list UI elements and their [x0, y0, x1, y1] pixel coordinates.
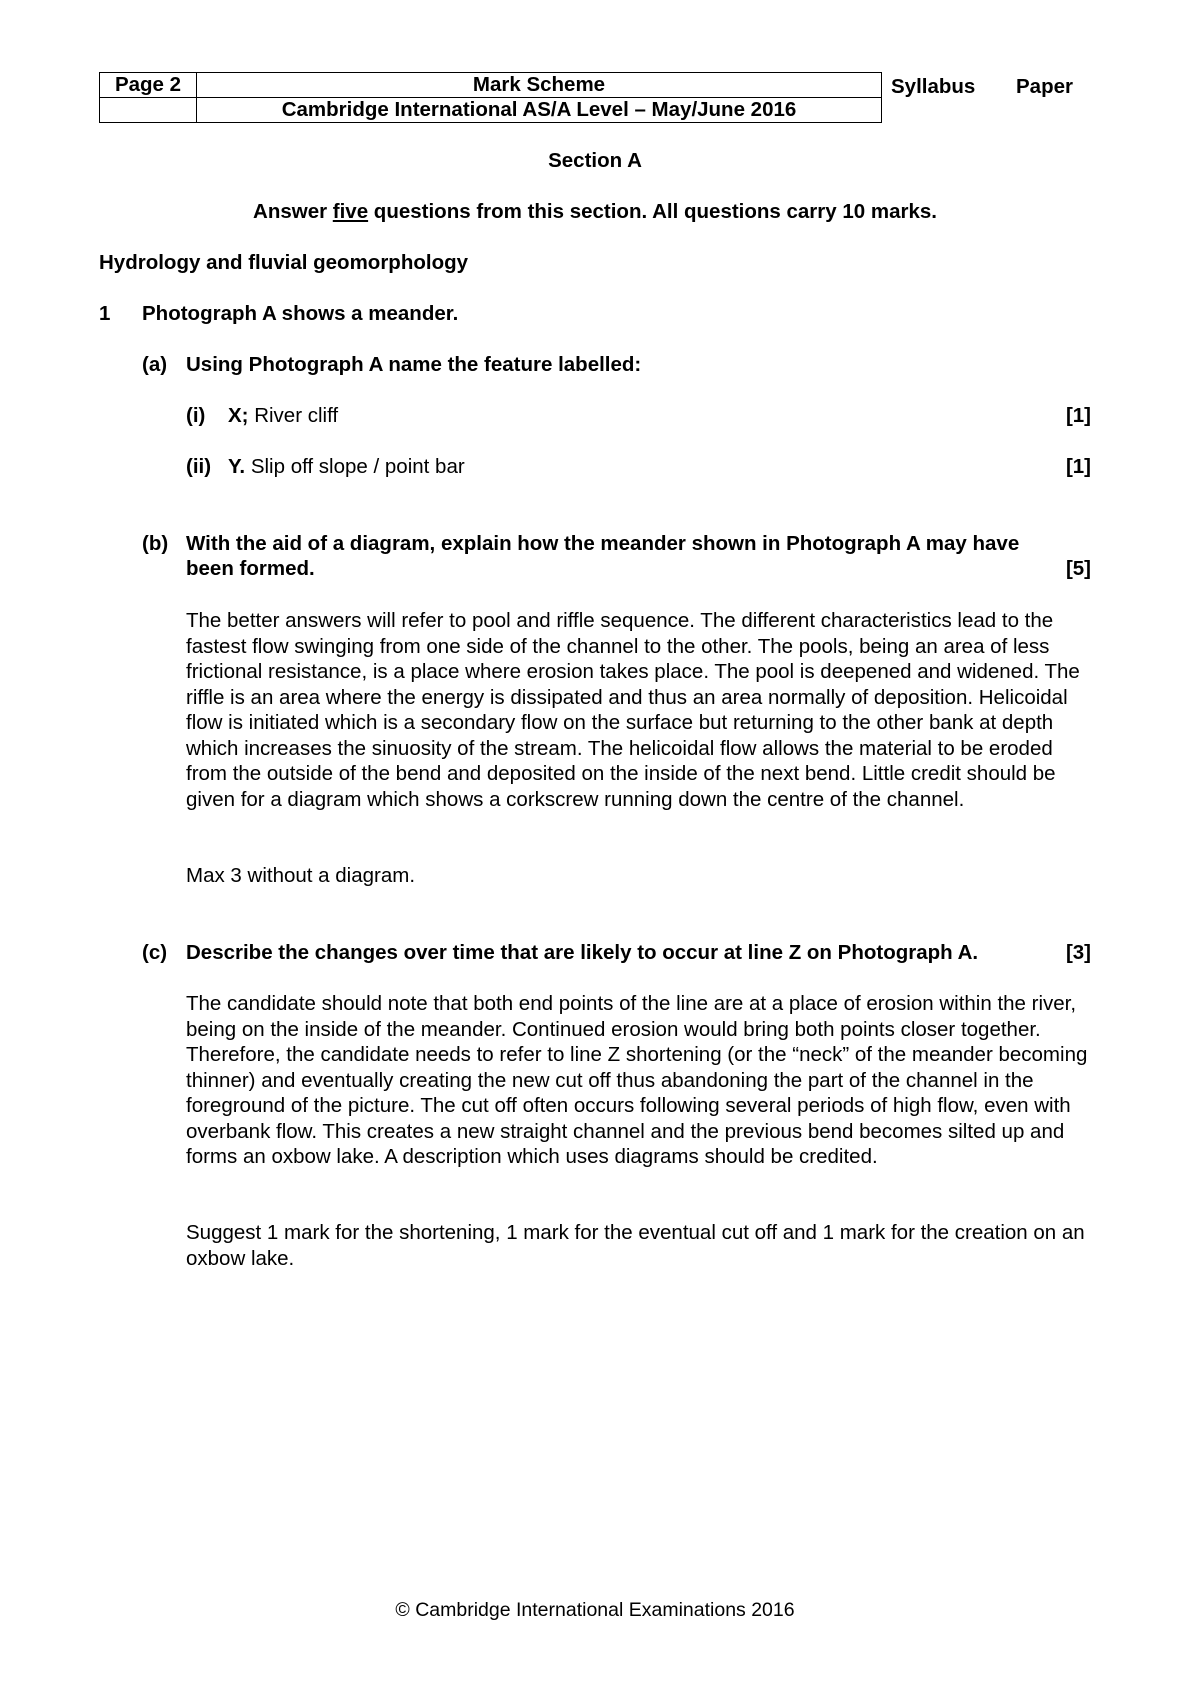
part-a-ii-text: Slip off slope / point bar: [250, 455, 465, 478]
page-number: Page 2: [100, 73, 197, 98]
paper-label: Paper: [1016, 75, 1073, 98]
document-subtitle: Cambridge International AS/A Level – May/June 2016: [197, 98, 882, 123]
instruction-pre: Answer: [253, 200, 333, 223]
part-b-label: (b): [142, 532, 169, 555]
part-a-ii-label: (ii): [186, 455, 212, 478]
syllabus-label: Syllabus: [891, 75, 976, 98]
part-a-ii-key: Y.: [228, 455, 246, 478]
header-empty-cell: [100, 98, 197, 123]
instruction-underlined: five: [332, 200, 369, 223]
part-c-answer: The candidate should note that both end points of the line are at a place of erosion within the river, being on the inside of the meander. Continued erosion would bring both points closer together. Therefore, the candidate needs to refer to line Z shortening (or the “neck” of the meander becoming thinner) and eventually creating the new cut off thus abandoning the part of the channel in the foreground of the picture. The cut off often occurs following several periods of high flow, even with overbank flow. This creates a new straight channel and the previous bend becomes silted up and forms an oxbow lake. A description which uses diagrams should be credited.: [186, 992, 1088, 1168]
question-number: 1: [99, 302, 111, 325]
section-title: Section A: [548, 149, 642, 172]
instruction-post: questions from this section. All questions carry 10 marks.: [368, 200, 937, 223]
part-a-ii-mark: [1]: [1065, 455, 1091, 478]
part-c-label: (c): [142, 941, 168, 964]
part-a-i-label: (i): [186, 404, 206, 427]
part-c-mark: [3]: [1065, 941, 1091, 964]
part-b-mark: [5]: [1065, 557, 1091, 580]
question-stem: Photograph A shows a meander.: [142, 302, 459, 325]
topic-heading: Hydrology and fluvial geomorphology: [99, 251, 469, 274]
part-a-i-mark: [1]: [1065, 404, 1091, 427]
part-b-stem-line1: With the aid of a diagram, explain how the meander shown in Photograph A may have: [186, 532, 1020, 555]
part-a-stem: Using Photograph A name the feature labelled:: [186, 353, 642, 376]
document-title: Mark Scheme: [197, 73, 882, 98]
part-a-i-text: River cliff: [254, 404, 339, 427]
part-c-note: Suggest 1 mark for the shortening, 1 mark for the eventual cut off and 1 mark for the creation on an oxbow lake.: [186, 1221, 1085, 1270]
part-b-stem-line2: been formed.: [186, 557, 315, 580]
part-a-label: (a): [142, 353, 168, 376]
part-c-stem: Describe the changes over time that are likely to occur at line Z on Photograph A.: [186, 941, 979, 964]
part-b-note: Max 3 without a diagram.: [186, 864, 416, 887]
part-a-i-answer: [228, 403, 338, 429]
header-table: [99, 72, 882, 123]
copyright-footer: © Cambridge International Examinations 2016: [395, 1599, 795, 1621]
part-a-ii-answer: [228, 454, 465, 480]
part-b-answer: The better answers will refer to pool and riffle sequence. The different characteristics lead to the fastest flow swinging from one side of the channel to the other. The pools, being an area of less frictional resistance, is a place where erosion takes place. The pool is deepened and widened. The riffle is an area where the energy is dissipated and thus an area normally of deposition. Helicoidal flow is initiated which is a secondary flow on the surface but returning to the other bank at depth which increases the sinuosity of the stream. The helicoidal flow allows the material to be eroded from the outside of the bend and deposited on the inside of the next bend. Little credit should be given for a diagram which shows a corkscrew running down the centre of the channel.: [186, 609, 1080, 811]
part-a-i-key: X;: [228, 404, 249, 427]
section-instruction: [0, 199, 1190, 225]
